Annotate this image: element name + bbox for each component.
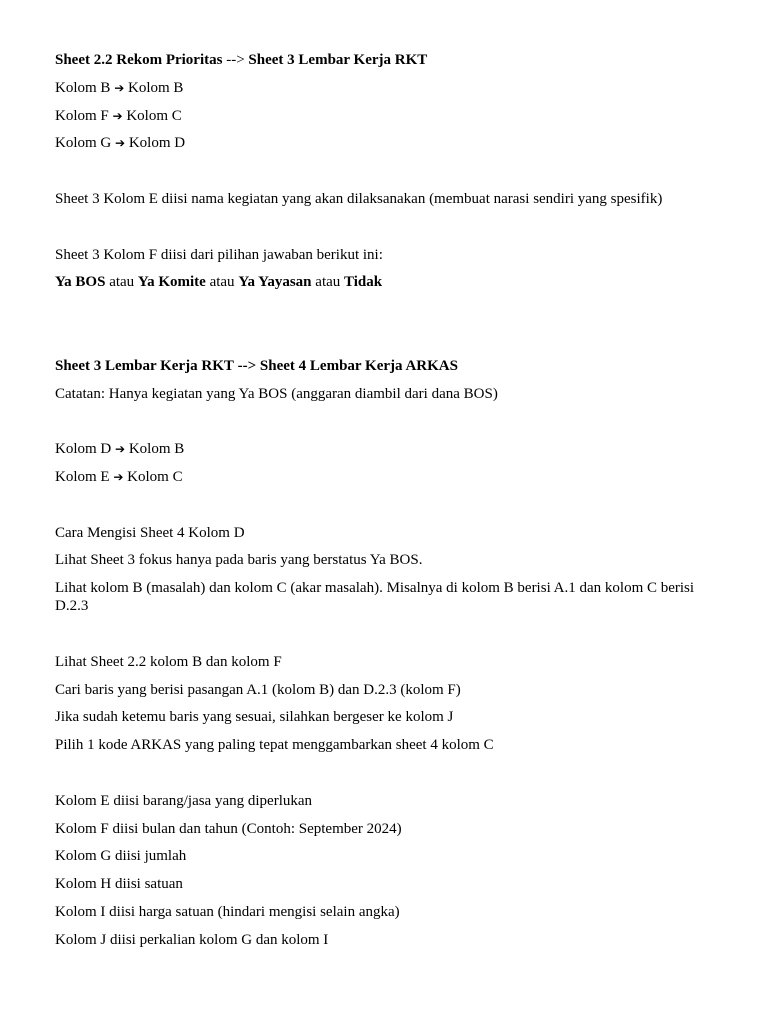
cara-title: Cara Mengisi Sheet 4 Kolom D [55,524,245,541]
section2-heading [55,357,705,375]
mapping-from: Kolom F [55,107,109,124]
lookup-step: Jika sudah ketemu baris yang sesuai, silahkan bergeser ke kolom J [55,709,454,726]
section2-heading-arrow: --> [237,357,257,374]
mapping-line [55,107,705,125]
section1-heading [55,51,705,69]
option-separator: atau [109,274,135,291]
mapping-from: Kolom E [55,468,110,485]
cara-step: Lihat Sheet 3 fokus hanya pada baris yang berstatus Ya BOS. [55,552,423,569]
section1-heading-right: Sheet 3 Lembar Kerja RKT [248,52,428,68]
column-note: Kolom H diisi satuan [55,876,183,893]
mapping-to: Kolom D [128,135,186,152]
column-note: Kolom J diisi perkalian kolom G dan kolom I [55,931,329,948]
mapping-line [55,468,705,486]
section1-heading-arrow: --> [226,52,245,68]
column-note: Kolom G diisi jumlah [55,848,187,865]
mapping-line [55,79,705,97]
mapping-to: Kolom C [126,107,182,124]
mapping-from: Kolom G [55,135,112,152]
catatan-note: Catatan: Hanya kegiatan yang Ya BOS (anggaran diambil dari dana BOS) [55,385,498,402]
arrow-right-icon: ➔ [115,136,126,151]
arrow-right-icon: ➔ [113,469,124,484]
mapping-line [55,440,705,458]
cara-step: Lihat kolom B (masalah) dan kolom C (akar masalah). Misalnya di kolom B berisi A.1 dan kolom C berisi D.2.3 [55,580,698,615]
arrow-right-icon: ➔ [112,108,123,123]
option-tidak: Tidak [344,274,383,291]
mapping-line [55,134,705,152]
column-note: Kolom F diisi bulan dan tahun (Contoh: September 2024) [55,820,402,837]
mapping-to: Kolom C [127,468,183,485]
column-note: Kolom I diisi harga satuan (hindari mengisi selain angka) [55,903,400,920]
option-separator: atau [315,274,341,291]
option-ya-yayasan: Ya Yayasan [238,274,312,291]
option-separator: atau [209,274,235,291]
mapping-from: Kolom D [55,441,112,458]
mapping-from: Kolom B [55,79,111,96]
document-page [55,51,705,959]
lookup-step: Cari baris yang berisi pasangan A.1 (kolom B) dan D.2.3 (kolom F) [55,681,461,698]
option-ya-bos: Ya BOS [55,274,106,291]
column-note: Kolom E diisi barang/jasa yang diperlukan [55,792,313,809]
section2-heading-right: Sheet 4 Lembar Kerja ARKAS [259,357,458,374]
mapping-to: Kolom B [128,441,185,458]
section1-heading-left: Sheet 2.2 Rekom Prioritas [55,52,223,68]
lookup-step: Lihat Sheet 2.2 kolom B dan kolom F [55,653,282,670]
lookup-step: Pilih 1 kode ARKAS yang paling tepat menggambarkan sheet 4 kolom C [55,737,494,754]
arrow-right-icon: ➔ [115,442,126,457]
kolom-f-note: Sheet 3 Kolom F diisi dari pilihan jawaban berikut ini: [55,246,383,263]
kolom-e-note: Sheet 3 Kolom E diisi nama kegiatan yang akan dilaksanakan (membuat narasi sendiri yang spesifik) [55,190,663,207]
section2-heading-left: Sheet 3 Lembar Kerja RKT [55,357,234,374]
arrow-right-icon: ➔ [114,80,125,95]
option-ya-komite: Ya Komite [137,274,206,291]
answer-options [55,273,705,291]
mapping-to: Kolom B [128,79,184,96]
